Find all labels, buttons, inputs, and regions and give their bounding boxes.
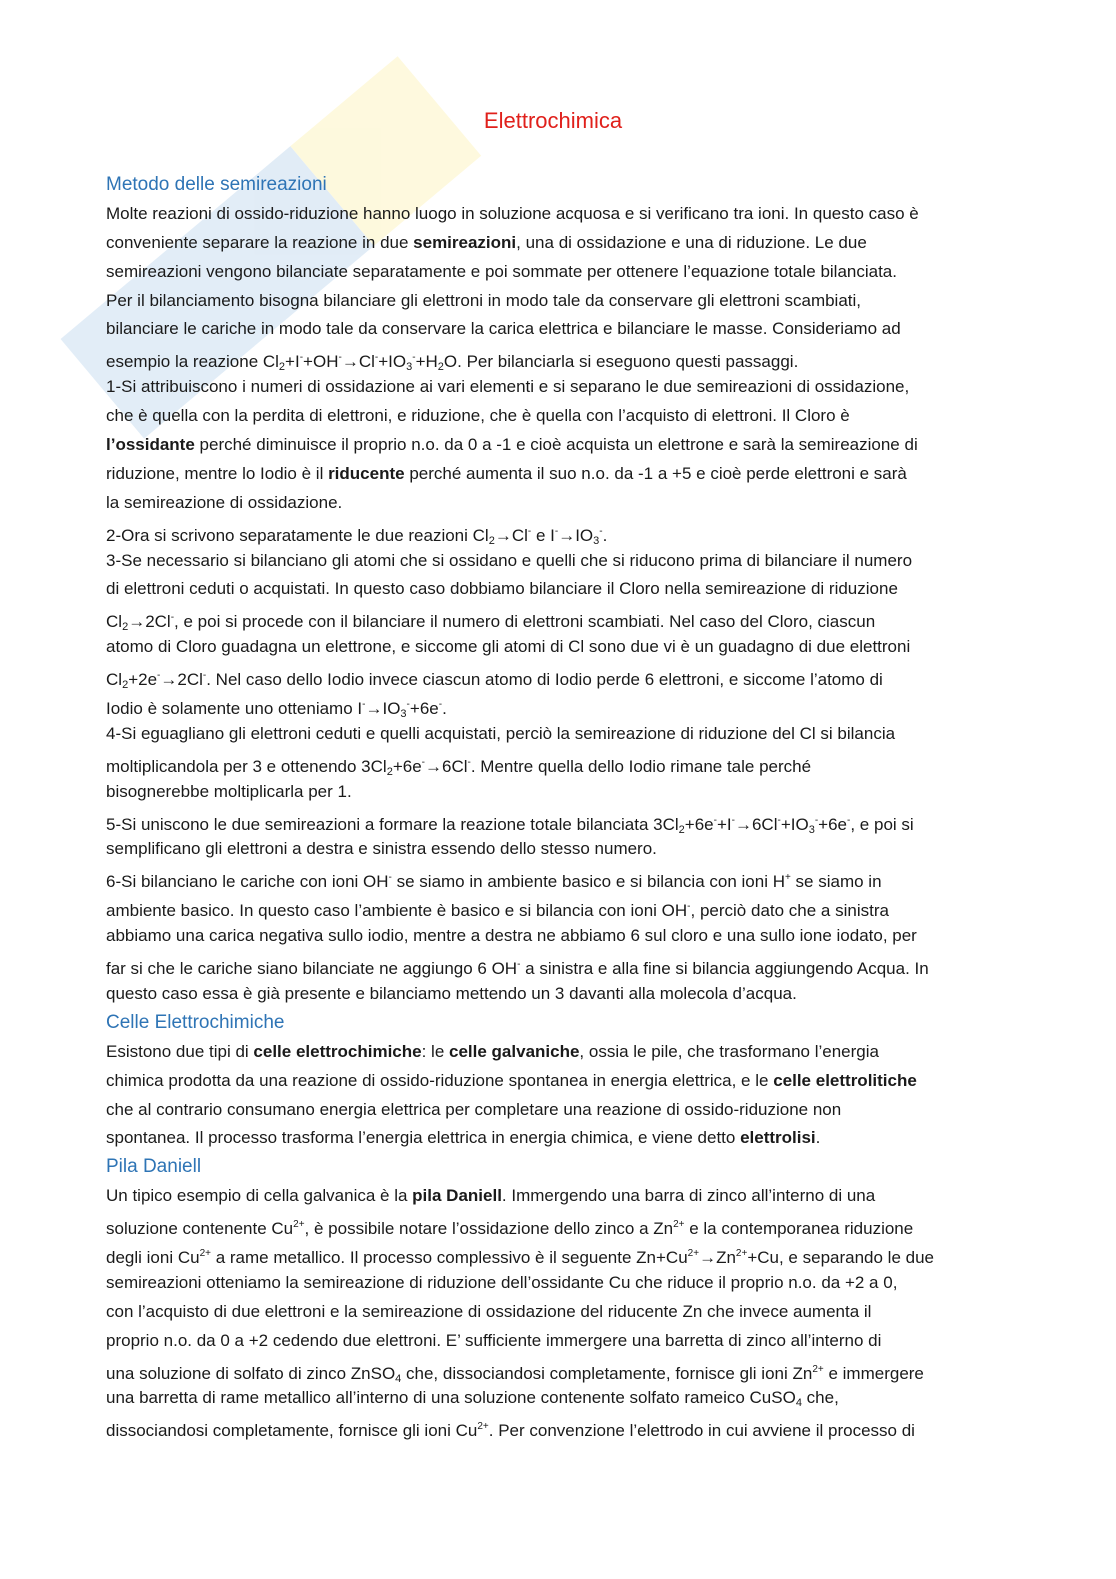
text-run: , e poi si procede con il bilanciare il numero di elettroni scambiati. Nel caso del Cloro, ciascun	[174, 612, 876, 632]
superscript: -	[362, 699, 366, 711]
superscript: -	[687, 901, 691, 913]
text-run: 6-Si bilanciano le cariche con ioni OH	[106, 872, 389, 892]
text-run: e I	[531, 525, 555, 545]
text-run: . Immergendo una barra di zinco all’interno di una	[501, 1186, 876, 1206]
text-line	[106, 1240, 1016, 1269]
text-run: →2Cl	[128, 612, 171, 632]
superscript: -	[554, 525, 559, 537]
text-run: abbiamo una carica negativa sullo iodio, mentre a destra ne abbiamo 6 sul cloro e una sullo ione iodato, per	[106, 926, 917, 946]
bold-term: l’ossidante	[106, 435, 195, 455]
superscript: -	[527, 525, 532, 537]
text-run: 2-Ora si scrivono separatamente le due reazioni Cl	[106, 525, 489, 545]
text-run: dissociandosi completamente, fornisce gli ioni Cu	[106, 1421, 478, 1441]
text-run: .	[442, 699, 447, 719]
text-run: questo caso essa è già presente e bilanciamo mettendo un 3 davanti alla molecola d’acqua.	[106, 983, 797, 1003]
subscript: 3	[808, 823, 815, 836]
text-run: bisognerebbe moltiplicarla per 1.	[106, 781, 352, 801]
subscript: 4	[395, 1372, 402, 1385]
text-run: bilanciare le cariche in modo tale da conservare la carica elettrica e bilanciare le masse. Consideriamo ad	[106, 319, 901, 339]
text-run: Per il bilanciamento bisogna bilanciare gli elettroni in modo tale da conservare gli elettroni scambiati,	[106, 290, 862, 310]
text-run: Celle Elettrochimiche	[106, 1011, 285, 1033]
text-run: . Per convenzione l’elettrodo in cui avviene il processo di	[488, 1421, 915, 1441]
subscript: 3	[406, 361, 413, 374]
text-run: perché aumenta il suo n.o. da -1 a +5 e cioè perde elettroni e sarà	[404, 463, 907, 483]
superscript: -	[388, 872, 392, 884]
text-run: la semireazione di ossidazione.	[106, 492, 343, 512]
text-run: Cl	[106, 612, 123, 632]
text-run: +IO	[780, 814, 809, 834]
text-run: 5-Si uniscono le due semireazioni a formare la reazione totale bilanciata 3Cl	[106, 814, 679, 834]
text-line	[106, 922, 1016, 951]
text-line	[106, 778, 1016, 807]
text-run: 3-Se necessario si bilanciano gli atomi che si ossidano e quelli che si riducono prima di bilanciare il numero	[106, 550, 913, 570]
text-run: →2Cl	[160, 670, 203, 690]
text-run: Pila Daniell	[106, 1156, 202, 1178]
text-run: →Cl	[341, 352, 375, 372]
text-line	[106, 1182, 1016, 1211]
subscript: 2	[678, 823, 685, 836]
text-line	[106, 691, 1016, 720]
text-line	[106, 431, 1016, 460]
bold-term: pila Daniell	[412, 1186, 502, 1206]
text-line	[106, 460, 1016, 489]
text-line	[106, 951, 1016, 980]
text-run: che,	[801, 1388, 839, 1408]
bold-term: semireazioni	[413, 232, 517, 252]
text-run: , e poi si	[850, 814, 914, 834]
superscript: -	[412, 352, 416, 364]
text-run: conveniente separare la reazione in due	[106, 232, 414, 252]
text-line	[106, 1384, 1016, 1413]
text-line	[106, 1096, 1016, 1125]
text-run: →6Cl	[425, 756, 468, 776]
text-run: →IO	[558, 525, 594, 545]
text-line	[106, 575, 1016, 604]
subscript: 2	[386, 765, 393, 778]
text-run: soluzione contenente Cu	[106, 1219, 294, 1239]
text-run: e la contemporanea riduzione	[684, 1219, 914, 1239]
text-run: moltiplicandola per 3 e ottenendo 3Cl	[106, 756, 387, 776]
text-line	[106, 547, 1016, 576]
text-run: Un tipico esempio di cella galvanica è la	[106, 1186, 413, 1206]
text-line	[106, 373, 1016, 402]
text-run: una barretta di rame metallico all’interno di una soluzione contenente solfato rameico CuSO	[106, 1388, 796, 1408]
text-run: se siamo in ambiente basico e si bilancia con ioni H	[391, 872, 785, 892]
text-line	[106, 1356, 1016, 1385]
text-run: , perciò dato che a sinistra	[690, 901, 889, 921]
superscript: 2+	[812, 1363, 824, 1375]
document-body	[106, 171, 1016, 1442]
superscript: -	[517, 959, 521, 971]
bold-term: celle elettrolitiche	[773, 1070, 917, 1090]
text-run: esempio la reazione Cl	[106, 352, 279, 372]
superscript: -	[170, 612, 175, 624]
subscript: 4	[795, 1397, 802, 1410]
superscript: -	[338, 352, 342, 364]
text-run: ambiente basico. In questo caso l’ambiente è basico e si bilancia con ioni OH	[106, 901, 688, 921]
text-run: semireazioni otteniamo la semireazione di riduzione dell’ossidante Cu che riduce il proprio n.o. da +2 a 0,	[106, 1272, 898, 1292]
text-line	[106, 315, 1016, 344]
text-run: a rame metallico. Il processo complessivo è il seguente Zn+Cu	[210, 1247, 688, 1267]
text-run: che al contrario consumano energia elettrica per completare una reazione di ossido-riduzione non	[106, 1099, 842, 1119]
text-line	[106, 749, 1016, 778]
text-run: : le	[421, 1041, 450, 1061]
superscript: -	[374, 352, 379, 364]
superscript: -	[406, 699, 410, 711]
text-line	[106, 518, 1016, 547]
bold-term: celle galvaniche	[449, 1041, 580, 1061]
text-line	[106, 980, 1016, 1009]
text-run: , ossia le pile, che trasformano l’energia	[579, 1041, 879, 1061]
text-run: +6e	[818, 814, 848, 834]
text-run: +I	[285, 352, 300, 372]
text-line	[106, 1124, 1016, 1153]
text-run: .	[815, 1128, 821, 1148]
bold-term: celle elettrochimiche	[253, 1041, 422, 1061]
subscript: 2	[278, 361, 286, 374]
subscript: 2	[122, 621, 129, 634]
text-run: 4-Si eguagliano gli elettroni ceduti e quelli acquistati, perciò la semireazione di riduzione del Cl si bilancia	[106, 723, 896, 743]
text-run: atomo di Cloro guadagna un elettrone, e siccome gli atomi di Cl sono due vi è un guadagno di due elettroni	[106, 637, 911, 657]
subscript: 2	[122, 679, 129, 692]
text-run: +I	[716, 814, 732, 834]
superscript: -	[847, 814, 851, 826]
text-run: che, dissociandosi completamente, fornisce gli ioni Zn	[401, 1363, 813, 1383]
superscript: -	[438, 699, 443, 711]
text-run: una soluzione di solfato di zinco ZnSO	[106, 1363, 396, 1383]
text-run: a sinistra e alla fine si bilancia aggiungendo Acqua. In	[520, 959, 929, 979]
text-line	[106, 633, 1016, 662]
bold-term: elettrolisi	[740, 1128, 816, 1148]
text-run: +OH	[303, 352, 339, 372]
section-heading	[106, 171, 1016, 200]
text-run: Esistono due tipi di	[106, 1041, 254, 1061]
text-line	[106, 1067, 1016, 1096]
document-title: Elettrochimica	[483, 108, 623, 133]
subscript: 2	[437, 361, 444, 374]
superscript: -	[299, 352, 304, 364]
text-run: →IO	[365, 699, 401, 719]
superscript: -	[814, 814, 819, 826]
text-line	[106, 1327, 1016, 1356]
superscript: 2+	[673, 1219, 685, 1231]
text-run: che è quella con la perdita di elettroni, e riduzione, che è quella con l’acquisto di elettroni. Il Cloro è	[106, 406, 850, 426]
bold-term: riducente	[328, 463, 405, 483]
text-run: Metodo delle semireazioni	[106, 174, 327, 195]
text-line	[106, 893, 1016, 922]
text-run: +6e	[684, 814, 714, 834]
text-run: +2e	[128, 670, 158, 690]
text-run: , è possibile notare l’ossidazione dello zinco a Zn	[304, 1219, 674, 1239]
superscript: 2+	[293, 1219, 305, 1231]
text-run: . Mentre quella dello Iodio rimane tale perché	[470, 756, 812, 776]
superscript: 2+	[687, 1247, 700, 1259]
text-run: 1-Si attribuiscono i numeri di ossidazione ai vari elementi e si separano le due semireazioni di ossidazione,	[106, 377, 910, 397]
text-run: Cl	[106, 670, 123, 690]
subscript: 3	[593, 534, 600, 547]
text-run: semireazioni vengono bilanciate separatamente e poi sommate per ottenere l’equazione totale bilanciata.	[106, 261, 897, 281]
text-run: riduzione, mentre lo Iodio è il	[106, 463, 329, 483]
text-line	[106, 229, 1016, 258]
text-run: proprio n.o. da 0 a +2 cedendo due elettroni. E’ sufficiente immergere una barretta di zinco all’interno di	[106, 1330, 882, 1350]
text-run: , una di ossidazione e una di riduzione. Le due	[516, 232, 867, 252]
text-line	[106, 1269, 1016, 1298]
text-line	[106, 604, 1016, 633]
text-run: chimica prodotta da una reazione di ossido-riduzione spontanea in energia elettrica, e le	[106, 1070, 774, 1090]
text-run: +H	[415, 352, 438, 372]
text-line	[106, 402, 1016, 431]
text-run: perché diminuisce il proprio n.o. da 0 a -1 e cioè acquista un elettrone e sarà la semireazione di	[194, 435, 918, 455]
text-run: →Zn	[699, 1247, 736, 1267]
text-line	[106, 1038, 1016, 1067]
superscript: -	[467, 756, 471, 768]
text-line	[106, 200, 1016, 229]
text-run: spontanea. Il processo trasforma l’energia elettrica in energia chimica, e viene detto	[106, 1128, 741, 1148]
section-heading	[106, 1153, 1016, 1182]
text-line	[106, 662, 1016, 691]
subscript: 3	[400, 708, 407, 721]
text-line	[106, 1298, 1016, 1327]
text-run: di elettroni ceduti o acquistati. In questo caso dobbiamo bilanciare il Cloro nella semireazione di riduzione	[106, 579, 898, 599]
subscript: 2	[488, 534, 495, 547]
text-line	[106, 1211, 1016, 1240]
text-run: →6Cl	[734, 814, 778, 834]
text-line	[106, 258, 1016, 287]
text-run: . Nel caso dello Iodio invece ciascun atomo di Iodio perde 6 elettroni, e siccome l’atomo di	[206, 670, 883, 690]
text-run: far si che le cariche siano bilanciate ne aggiungo 6 OH	[106, 959, 518, 979]
superscript: 2+	[477, 1421, 489, 1433]
superscript: -	[731, 814, 735, 826]
text-line	[106, 1413, 1016, 1442]
text-line	[106, 287, 1016, 316]
text-run: +6e	[409, 699, 439, 719]
superscript: 2+	[199, 1247, 211, 1259]
superscript: -	[777, 814, 781, 826]
text-line	[106, 835, 1016, 864]
text-line	[106, 807, 1016, 836]
text-run: semplificano gli elettroni a destra e sinistra essendo dello stesso numero.	[106, 839, 657, 859]
text-run: degli ioni Cu	[106, 1247, 200, 1267]
text-run: con l’acquisto di due elettroni e la semireazione di ossidazione del riducente Zn che invece aumenta il	[106, 1301, 872, 1321]
superscript: -	[157, 670, 161, 682]
text-run: se siamo in	[790, 872, 882, 892]
superscript: -	[421, 756, 425, 768]
superscript: 2+	[735, 1247, 748, 1259]
text-line	[106, 720, 1016, 749]
text-run: Molte reazioni di ossido-riduzione hanno luogo in soluzione acquosa e si verificano tra ioni. In questo caso è	[106, 203, 919, 223]
text-run: →Cl	[494, 525, 528, 545]
section-heading	[106, 1009, 1016, 1038]
superscript: -	[599, 525, 603, 537]
superscript: -	[202, 670, 207, 682]
text-line	[106, 489, 1016, 518]
text-line	[106, 344, 1016, 373]
text-run: e immergere	[823, 1363, 924, 1383]
text-run: +IO	[378, 352, 407, 372]
superscript: -	[713, 814, 717, 826]
text-run: +6e	[392, 756, 422, 776]
text-line	[106, 864, 1016, 893]
superscript: +	[784, 872, 791, 884]
text-run: Iodio è solamente uno otteniamo I	[106, 699, 363, 719]
text-run: O. Per bilanciarla si eseguono questi passaggi.	[443, 352, 799, 372]
text-run: +Cu, e separando le due	[747, 1247, 934, 1267]
text-run: .	[602, 525, 608, 545]
